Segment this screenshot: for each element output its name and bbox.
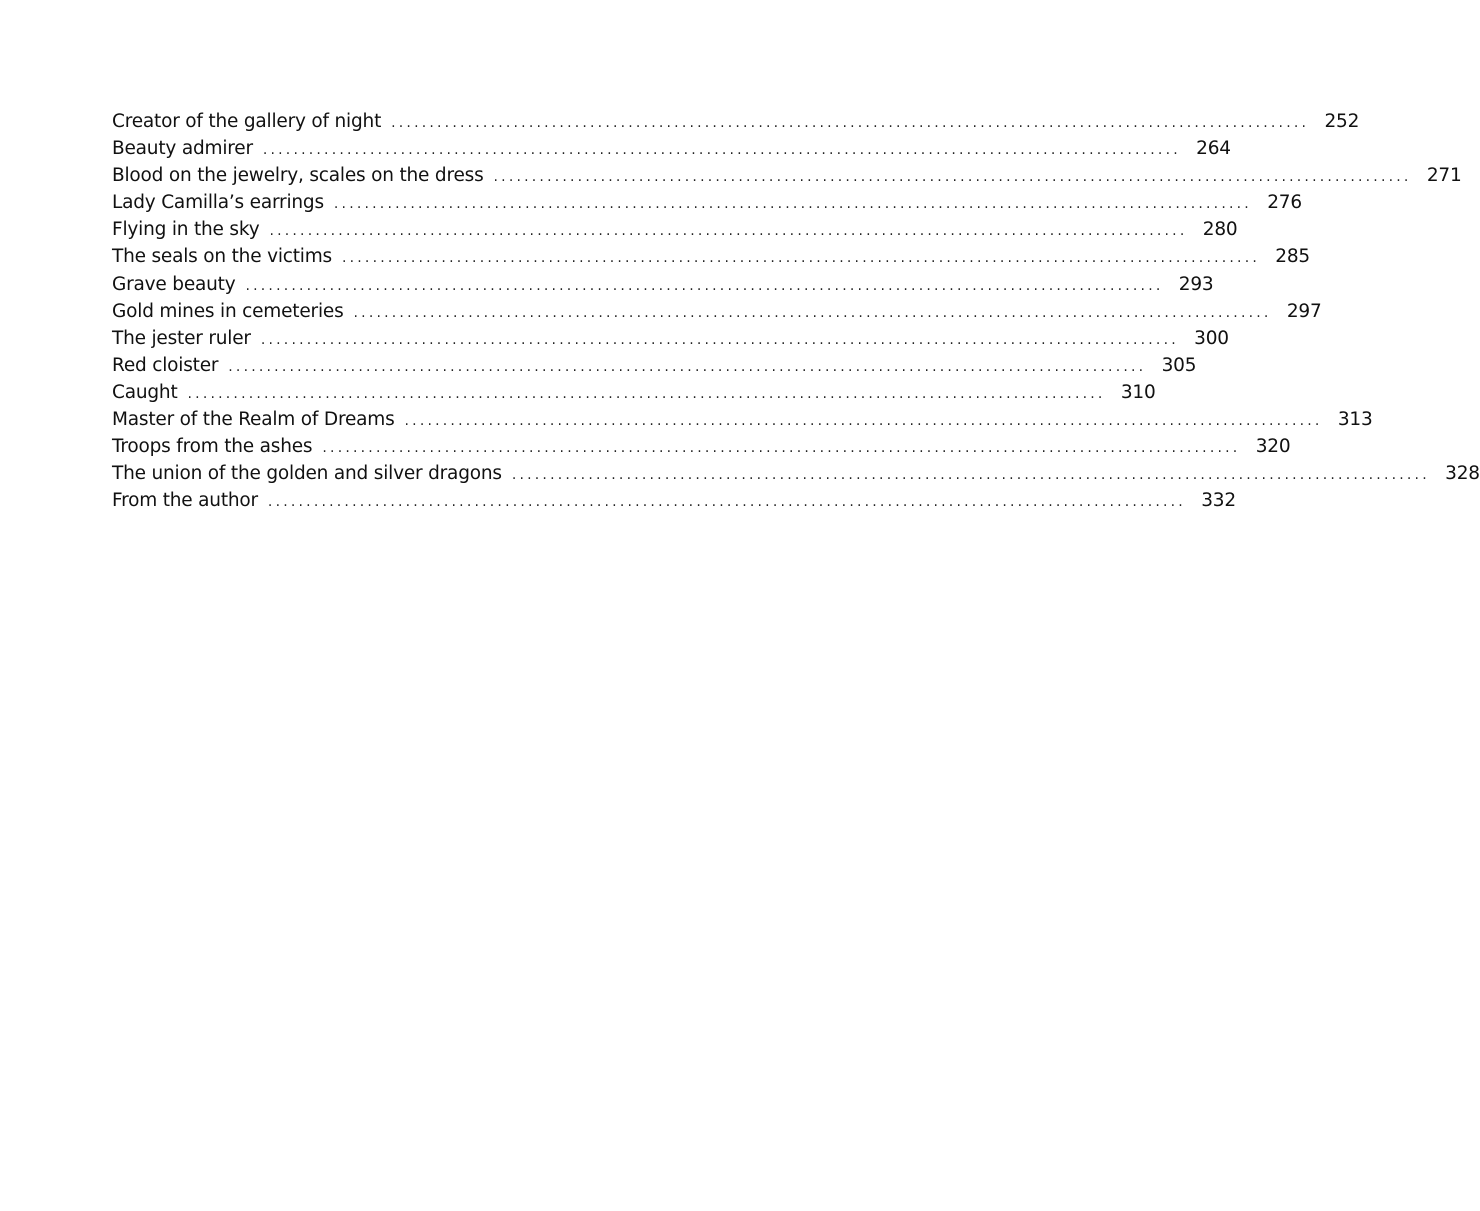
toc-entry[interactable] [112, 352, 1197, 379]
dot-leader: ........................................................................................................................ [187, 385, 1106, 402]
toc-entry[interactable] [112, 162, 1462, 189]
page-number: 280 [1202, 219, 1238, 241]
dot-leader: ........................................................................................................................ [341, 250, 1261, 267]
dot-leader: ........................................................................................................................ [511, 467, 1430, 484]
dot-leader: ........................................................................................................................ [267, 494, 1186, 511]
entry-title: The union of the golden and silver dragons [112, 463, 502, 485]
dot-leader: ........................................................................................................................ [391, 115, 1310, 131]
entry-title: Flying in the sky [112, 219, 260, 241]
page-number: 332 [1201, 490, 1236, 512]
toc-entry[interactable] [112, 406, 1373, 433]
toc-entry[interactable] [112, 135, 1231, 162]
page-number: 313 [1337, 409, 1373, 431]
toc-entry[interactable] [112, 189, 1302, 216]
page-number: 285 [1275, 246, 1311, 268]
page-number: 276 [1267, 192, 1302, 214]
dot-leader: ........................................................................................................................ [404, 413, 1323, 430]
entry-title: Master of the Realm of Dreams [112, 409, 395, 431]
table-of-contents [112, 108, 1480, 514]
entry-title: Lady Camilla’s earrings [112, 192, 324, 214]
entry-title: From the author [112, 490, 258, 512]
dot-leader: ........................................................................................................................ [245, 277, 1164, 294]
dot-leader: ........................................................................................................................ [353, 304, 1272, 321]
dot-leader: ........................................................................................................................ [262, 142, 1181, 159]
entry-title: Troops from the ashes [112, 436, 313, 458]
entry-title: Creator of the gallery of night [112, 111, 382, 132]
page-number: 297 [1286, 300, 1322, 322]
page-number: 264 [1196, 138, 1231, 160]
entry-title: Grave beauty [112, 273, 236, 295]
dot-leader: ........................................................................................................................ [322, 440, 1241, 457]
toc-entry[interactable] [112, 271, 1214, 298]
toc-entry[interactable] [112, 243, 1311, 270]
toc-entry[interactable] [112, 216, 1238, 243]
dot-leader: ........................................................................................................................ [228, 358, 1147, 375]
toc-entry[interactable] [112, 108, 1360, 135]
page-number: 252 [1324, 111, 1360, 132]
page-number: 293 [1178, 273, 1214, 295]
toc-entry[interactable] [112, 379, 1156, 406]
dot-leader: ........................................................................................................................ [260, 331, 1179, 348]
entry-title: Blood on the jewelry, scales on the dress [112, 165, 484, 187]
toc-entry[interactable] [112, 433, 1291, 460]
entry-title: The seals on the victims [112, 246, 332, 268]
entry-title: Beauty admirer [112, 138, 253, 160]
entry-title: Gold mines in cemeteries [112, 300, 344, 322]
page-number: 328 [1445, 463, 1480, 485]
entry-title: Red cloister [112, 354, 219, 376]
entry-title: The jester ruler [112, 327, 251, 349]
page-number: 300 [1194, 327, 1229, 349]
toc-entry[interactable] [112, 460, 1480, 487]
page-number: 271 [1426, 165, 1462, 187]
entry-title: Caught [112, 381, 178, 403]
page-number: 320 [1255, 436, 1291, 458]
dot-leader: ........................................................................................................................ [333, 196, 1252, 213]
toc-entry[interactable] [112, 298, 1322, 325]
dot-leader: ........................................................................................................................ [493, 169, 1412, 186]
page-number: 305 [1161, 354, 1197, 376]
toc-entry[interactable] [112, 325, 1229, 352]
dot-leader: ........................................................................................................................ [269, 223, 1188, 240]
toc-entry[interactable] [112, 487, 1236, 514]
page-number: 310 [1120, 381, 1156, 403]
